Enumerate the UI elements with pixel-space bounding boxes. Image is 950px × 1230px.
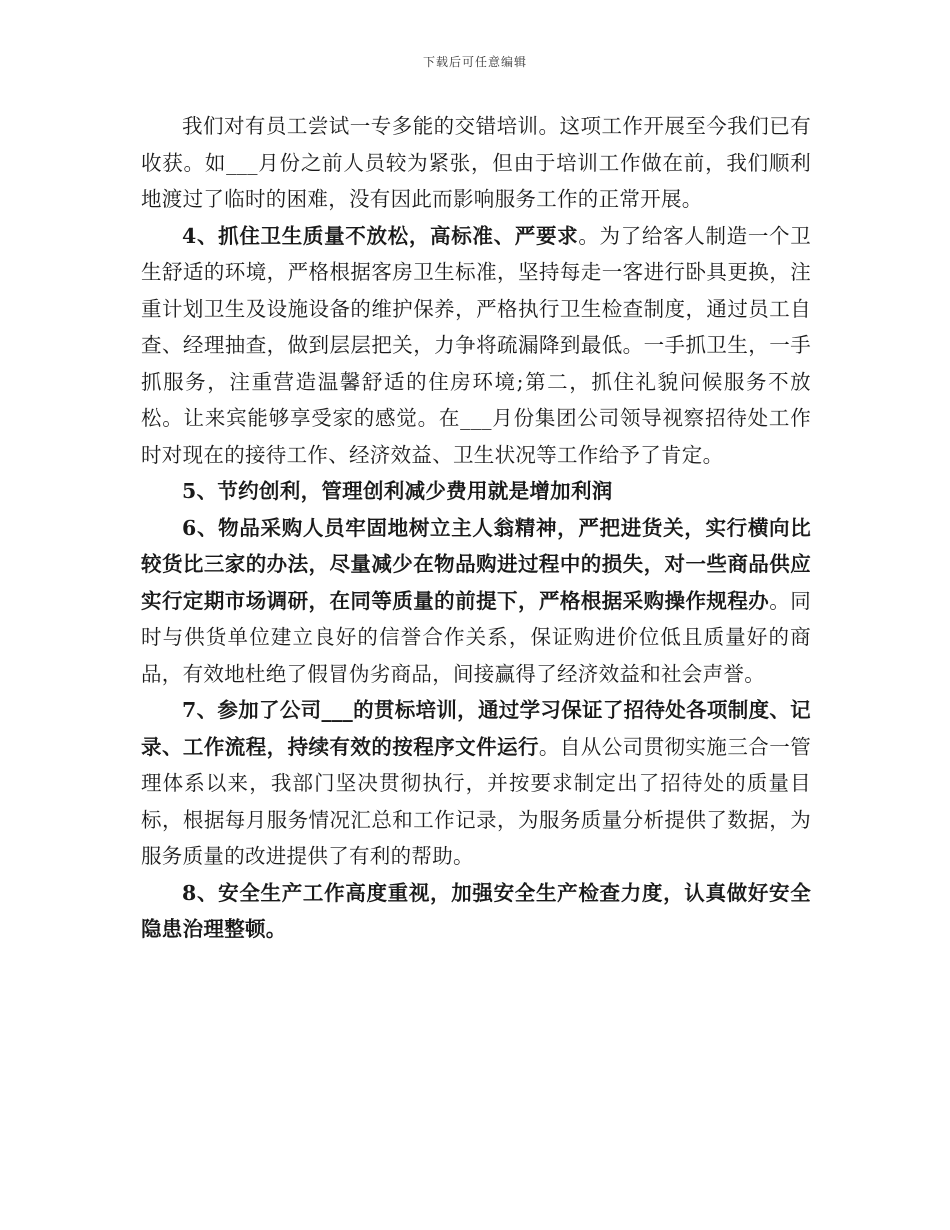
paragraph-1 [141,108,811,218]
paragraph-text: 我们对有员工尝试一专多能的交错培训。这项工作开展至今我们已有收获。如___月份之前人员较为紧张，但由于培训工作做在前，我们顺利地渡过了临时的困难，没有因此而影响服务工作的正常开展。 [141,114,811,211]
paragraph-text: 。为了给客人制造一个卫生舒适的环境，严格根据客房卫生标准，坚持每走一客进行卧具更换，注重计划卫生及设施设备的维护保养，严格执行卫生检查制度，通过员工自查、经理抽查，做到层层把关，力争将疏漏降到最低。一手抓卫生，一手抓服务，注重营造温馨舒适的住房环境;第二，抓住礼貌问候服务不放松。让来宾能够享受家的感觉。在___月份集团公司领导视察招待处工作时对现在的接待工作、经济效益、卫生状况等工作给予了肯定。 [141,223,811,467]
paragraph-4 [141,510,811,693]
page-header: 下载后可任意编辑 [422,55,527,69]
paragraph-5 [141,692,811,875]
document-body [141,108,811,948]
paragraph-2 [141,218,811,474]
paragraph-heading: 8、安全生产工作高度重视，加强安全生产检查力度，认真做好安全隐患治理整顿。 [141,880,811,941]
paragraph-3 [141,473,811,510]
paragraph-heading: 5、节约创利，管理创利减少费用就是增加利润 [182,479,613,503]
paragraph-heading: 6、物品采购人员牢固地树立主人翁精神，严把进货关，实行横向比较货比三家的办法，尽量减少在物品购进过程中的损失，对一些商品供应实行定期市场调研，在同等质量的前提下，严格根据采购操作规程办 [141,515,811,613]
paragraph-heading: 4、抓住卫生质量不放松，高标准、严要求 [182,223,579,248]
paragraph-text: 。自从公司贯彻实施三合一管理体系以来，我部门坚决贯彻执行，并按要求制定出了招待处的质量目标，根据每月服务情况汇总和工作记录，为服务质量分析提供了数据，为服务质量的改进提供了有利的帮助。 [141,734,811,868]
paragraph-heading: 7、参加了公司___的贯标培训，通过学习保证了招待处各项制度、记录、工作流程，持续有效的按程序文件运行 [141,698,811,759]
paragraph-text: 。同时与供货单位建立良好的信誉合作关系，保证购进价位低且质量好的商品，有效地杜绝了假冒伪劣商品，间接赢得了经济效益和社会声誉。 [141,588,811,686]
paragraph-6 [141,875,811,948]
